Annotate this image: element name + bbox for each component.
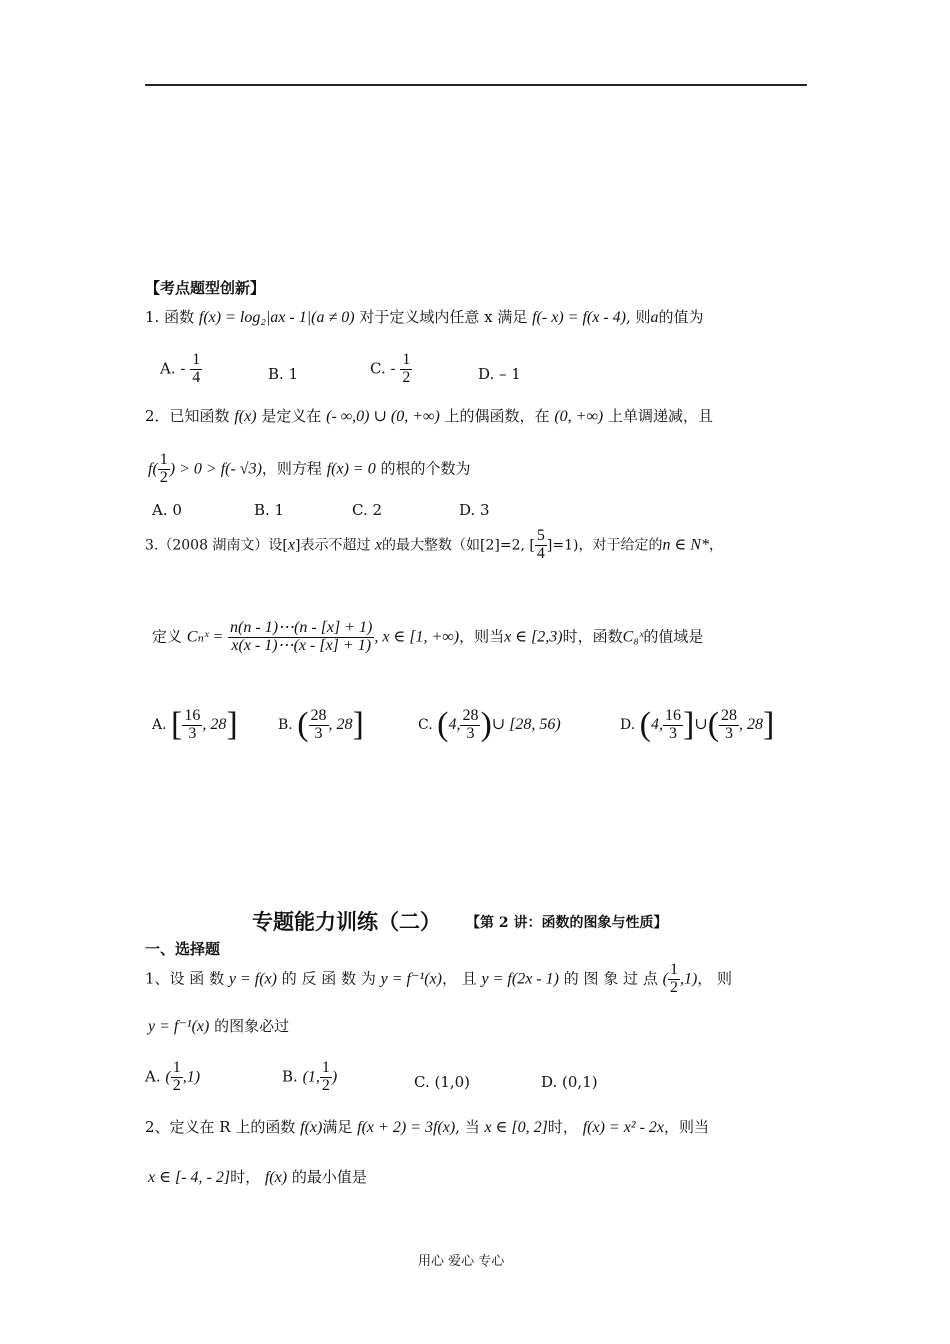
p1-option-d: D. (0,1) bbox=[541, 1073, 598, 1091]
q3-line1: 3.（2008 湖南文）设[x]表示不超过 x的最大整数（如[2]=2, [ $\frac{5}{4}$ ]=1)，对于给定的n ∈ N*， bbox=[145, 527, 723, 562]
fraction: $\frac{1}{2}$ bbox=[321, 1059, 330, 1094]
q3-option-d: D. (4, $\frac{16}{3}$ ]∪( $\frac{28}{3}$ , 28] bbox=[620, 706, 775, 743]
p1-option-b: B. (1, $\frac{1}{2}$ ) bbox=[282, 1059, 338, 1094]
fraction: $\frac{1}{2}$ bbox=[172, 1059, 181, 1094]
fraction: $\frac{1}{4}$ bbox=[192, 351, 201, 386]
fraction: $\frac{16}{3}$ bbox=[184, 706, 201, 742]
q1-option-b: B. 1 bbox=[268, 365, 299, 383]
fraction: $\frac{28}{3}$ bbox=[721, 706, 738, 742]
q2-domain: (- ∞,0) ∪ (0, +∞) bbox=[326, 408, 440, 425]
page-footer: 用心 爱心 专心 bbox=[418, 1254, 505, 1269]
q3-line2: 定义 Cₙˣ = $\frac{n(n - 1)\cdots(n - [x] + 1)}{x(x - 1)\cdots(x - [x] + 1)}$ , x ∈ [1, +∞)，则当x ∈ [2,3)时，函数C₈ˣ的值域是 bbox=[152, 619, 704, 654]
p1-line2: y = f⁻¹(x) 的图象必过 bbox=[148, 1017, 290, 1035]
q1-lead: 1. 函数 bbox=[145, 308, 195, 326]
q2-option-d: D. 3 bbox=[459, 501, 490, 519]
fraction: $\frac{1}{2}$ bbox=[159, 451, 168, 486]
q2-interval: (0, +∞) bbox=[554, 408, 604, 425]
fraction: $\frac{28}{3}$ bbox=[462, 706, 479, 742]
section-title: 【考点题型创新】 bbox=[145, 279, 266, 297]
part-title: 一、选择题 bbox=[145, 940, 221, 958]
q2-option-b: B. 1 bbox=[254, 501, 285, 519]
page-heading: 专题能力训练（二） bbox=[252, 909, 441, 934]
p1-option-a: A. ( $\frac{1}{2}$ ,1) bbox=[145, 1059, 201, 1094]
q2-option-c: C. 2 bbox=[352, 501, 383, 519]
q1-tail: 的值为 bbox=[658, 308, 704, 326]
p1-option-c: C. (1,0) bbox=[414, 1073, 471, 1091]
p1-line1: 1、设 函 数 y = f(x) 的 反 函 数 为 y = f⁻¹(x)， 且 y = f(2x - 1) 的 图 象 过 点 ( $\frac{1}{2}$ ,1)， 则 bbox=[145, 961, 733, 996]
q3-option-b: B. ( $\frac{28}{3}$ , 28] bbox=[278, 706, 364, 743]
q1-mid: 对于定义域内任意 x 满足 bbox=[359, 308, 528, 326]
q1-func: f(x) = log₂|ax - 1|(a ≠ 0) bbox=[198, 309, 355, 326]
q1-var-a: a bbox=[650, 309, 659, 326]
page-subheading: 【第 2 讲：函数的图象与性质】 bbox=[466, 915, 668, 931]
fraction: $\frac{5}{4}$ bbox=[536, 527, 545, 562]
fraction: $\frac{28}{3}$ bbox=[310, 706, 327, 742]
q2-line2: f( $\frac{1}{2}$ ) > 0 > f(- √3)，则方程 f(x) = 0 的根的个数为 bbox=[148, 451, 471, 486]
p2-line2: x ∈ [- 4, - 2]时， f(x) 的最小值是 bbox=[148, 1168, 367, 1186]
q2-option-a: A. 0 bbox=[152, 501, 182, 519]
q1-option-d: D. – 1 bbox=[478, 365, 521, 383]
q3-option-c: C. (4, $\frac{28}{3}$ )∪ [28, 56) bbox=[418, 706, 561, 743]
q1-cond: f(- x) = f(x - 4) bbox=[532, 309, 626, 326]
q1-line bbox=[145, 306, 704, 327]
q2-line1: 2．已知函数 f(x) 是定义在 (- ∞,0) ∪ (0, +∞) 上的偶函数，在 (0, +∞) 上单调递减，且 bbox=[145, 407, 713, 425]
q2-func: f(x) bbox=[234, 408, 257, 425]
fraction: $\frac{1}{2}$ bbox=[402, 351, 411, 386]
q1-option-a: A. - $\frac{1}{4}$ bbox=[160, 351, 201, 386]
q1-option-c: C. - $\frac{1}{2}$ bbox=[370, 351, 411, 386]
q3-option-a: A. [ $\frac{16}{3}$ , 28] bbox=[152, 706, 238, 743]
fraction: $\frac{1}{2}$ bbox=[669, 961, 678, 996]
q1-tail-pre: , 则 bbox=[625, 308, 651, 326]
p2-line1: 2、定义在 R 上的函数 f(x)满足 f(x + 2) = 3f(x), 当 x ∈ [0, 2]时， f(x) = x² - 2x，则当 bbox=[145, 1118, 710, 1136]
header-rule bbox=[145, 84, 807, 86]
fraction: $\frac{n(n - 1)\cdots(n - [x] + 1)}{x(x - 1)\cdots(x - [x] + 1)}$ bbox=[230, 619, 373, 654]
fraction: $\frac{16}{3}$ bbox=[664, 706, 681, 742]
